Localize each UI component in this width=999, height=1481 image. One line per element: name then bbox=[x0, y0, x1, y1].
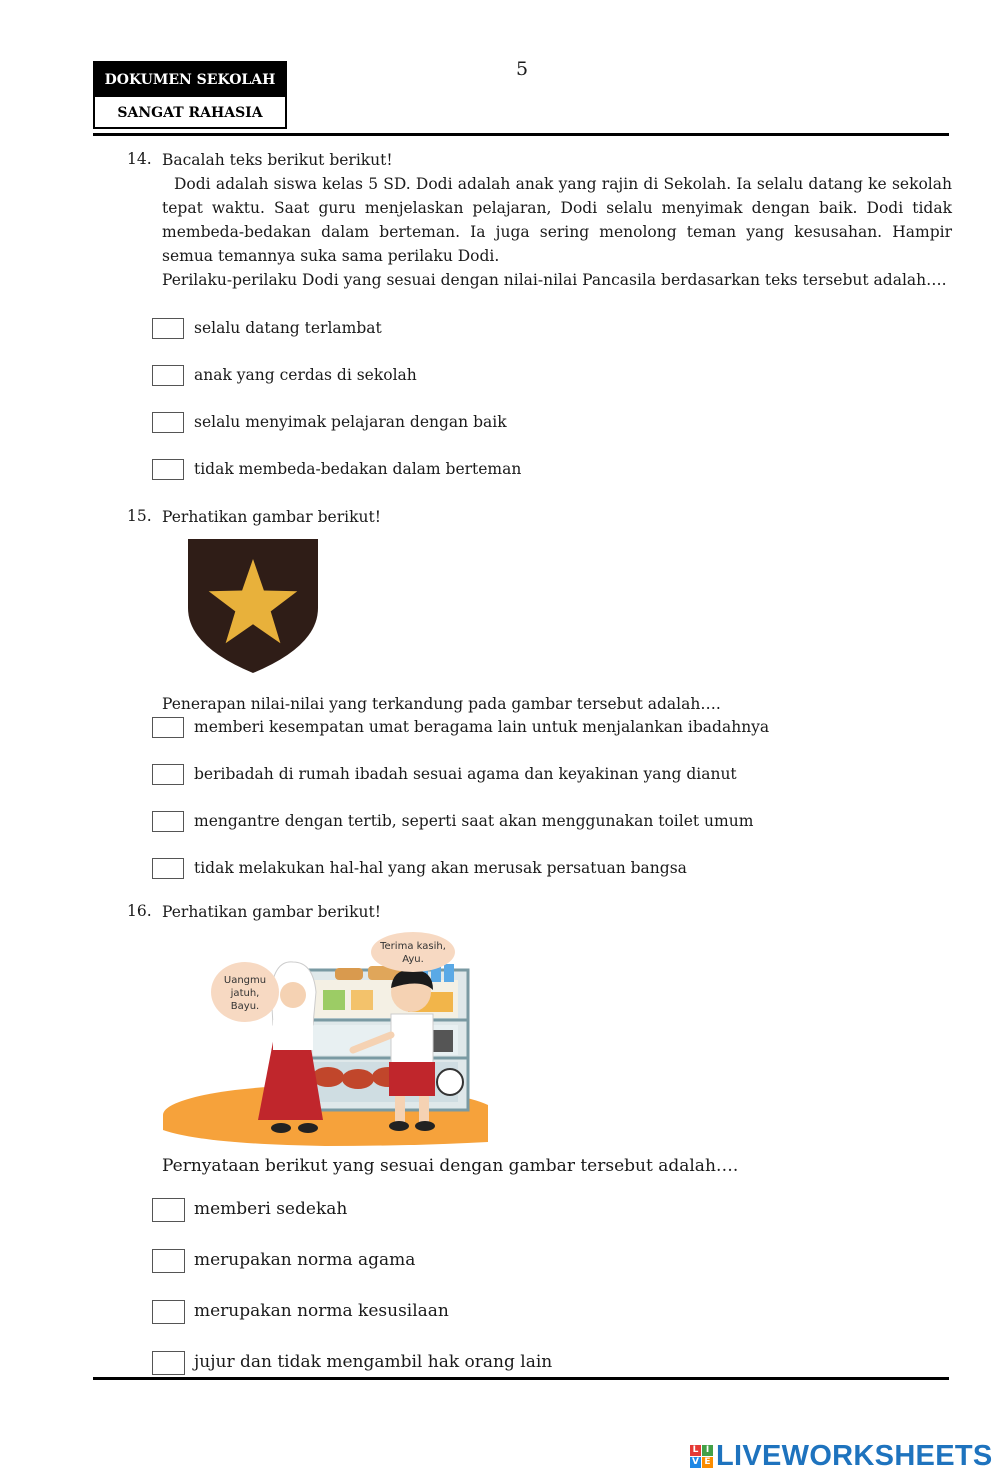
q14-option-3-label: selalu menyimak pelajaran dengan baik bbox=[194, 413, 507, 431]
question-15-question: Penerapan nilai-nilai yang terkandung pada gambar tersebut adalah…. bbox=[162, 695, 721, 713]
bubble-right-line-1: Terima kasih, bbox=[380, 941, 446, 952]
question-14-number: 14. bbox=[127, 150, 152, 168]
q16-option-1-checkbox[interactable] bbox=[152, 1198, 185, 1222]
footer-rule bbox=[93, 1377, 949, 1380]
document-stamp bbox=[93, 61, 287, 129]
shop-illustration bbox=[163, 930, 488, 1148]
bubble-right-line-2: Ayu. bbox=[402, 954, 424, 965]
stamp-top-label: DOKUMEN SEKOLAH bbox=[95, 63, 285, 97]
q15-option-2-checkbox[interactable] bbox=[152, 764, 184, 785]
stamp-bottom-label: SANGAT RAHASIA bbox=[117, 105, 263, 121]
question-15-number: 15. bbox=[127, 507, 152, 525]
bubble-left-line-1: Uangmu bbox=[223, 975, 267, 986]
liveworksheets-logo[interactable] bbox=[690, 1436, 993, 1476]
q14-option-3-checkbox[interactable] bbox=[152, 412, 184, 433]
q15-option-3-checkbox[interactable] bbox=[152, 811, 184, 832]
q15-option-2-label: beribadah di rumah ibadah sesuai agama dan keyakinan yang dianut bbox=[194, 765, 737, 783]
logo-text: LIVEWORKSHEETS bbox=[716, 1439, 993, 1472]
q14-option-2-label: anak yang cerdas di sekolah bbox=[194, 366, 417, 384]
q16-option-4-label: jujur dan tidak mengambil hak orang lain bbox=[194, 1352, 553, 1372]
q15-option-4-checkbox[interactable] bbox=[152, 858, 184, 879]
question-16-number: 16. bbox=[127, 902, 152, 920]
q14-option-2-checkbox[interactable] bbox=[152, 365, 184, 386]
q16-option-3-checkbox[interactable] bbox=[152, 1300, 185, 1324]
header-rule bbox=[93, 133, 949, 136]
bubble-left-line-2: jatuh, bbox=[230, 988, 260, 999]
q15-option-1-label: memberi kesempatan umat beragama lain untuk menjalankan ibadahnya bbox=[194, 718, 770, 736]
question-16-intro: Perhatikan gambar berikut! bbox=[162, 903, 381, 921]
question-14-intro: Bacalah teks berikut berikut! bbox=[162, 151, 393, 169]
q14-option-1-checkbox[interactable] bbox=[152, 318, 184, 339]
right-speech-bubble bbox=[371, 932, 455, 972]
q16-option-4-checkbox[interactable] bbox=[152, 1351, 185, 1375]
page-number: 5 bbox=[516, 58, 529, 80]
q15-option-1-checkbox[interactable] bbox=[152, 717, 184, 738]
logo-grid-icon: L I V E bbox=[690, 1445, 713, 1468]
question-14-question: Perilaku-perilaku Dodi yang sesuai dengan nilai-nilai Pancasila berdasarkan teks tersebut adalah…. bbox=[162, 271, 947, 289]
star-shield-image bbox=[187, 538, 319, 674]
question-14-passage: Dodi adalah siswa kelas 5 SD. Dodi adalah anak yang rajin di Sekolah. Ia selalu datang ke sekolah tepat waktu. Saat guru menjelaskan pelajaran, Dodi selalu menyimak dengan baik. Dodi tidak membeda-bedakan dalam berteman. Ia juga sering menolong teman yang kesusahan. Hampir semua temannya suka sama perilaku Dodi. bbox=[162, 175, 952, 265]
q14-option-4-label: tidak membeda-bedakan dalam berteman bbox=[194, 460, 522, 478]
q16-option-2-label: merupakan norma agama bbox=[194, 1250, 416, 1270]
q14-option-4-checkbox[interactable] bbox=[152, 459, 184, 480]
q16-option-3-label: merupakan norma kesusilaan bbox=[194, 1301, 449, 1321]
q16-option-2-checkbox[interactable] bbox=[152, 1249, 185, 1273]
q15-option-3-label: mengantre dengan tertib, seperti saat akan menggunakan toilet umum bbox=[194, 812, 754, 830]
q16-option-1-label: memberi sedekah bbox=[194, 1199, 348, 1219]
bubble-left-line-3: Bayu. bbox=[230, 1001, 260, 1012]
q14-option-1-label: selalu datang terlambat bbox=[194, 319, 382, 337]
question-16-question: Pernyataan berikut yang sesuai dengan gambar tersebut adalah…. bbox=[162, 1156, 739, 1176]
question-14-passage-block bbox=[162, 172, 952, 292]
q15-option-4-label: tidak melakukan hal-hal yang akan merusak persatuan bangsa bbox=[194, 859, 687, 877]
question-15-intro: Perhatikan gambar berikut! bbox=[162, 508, 381, 526]
